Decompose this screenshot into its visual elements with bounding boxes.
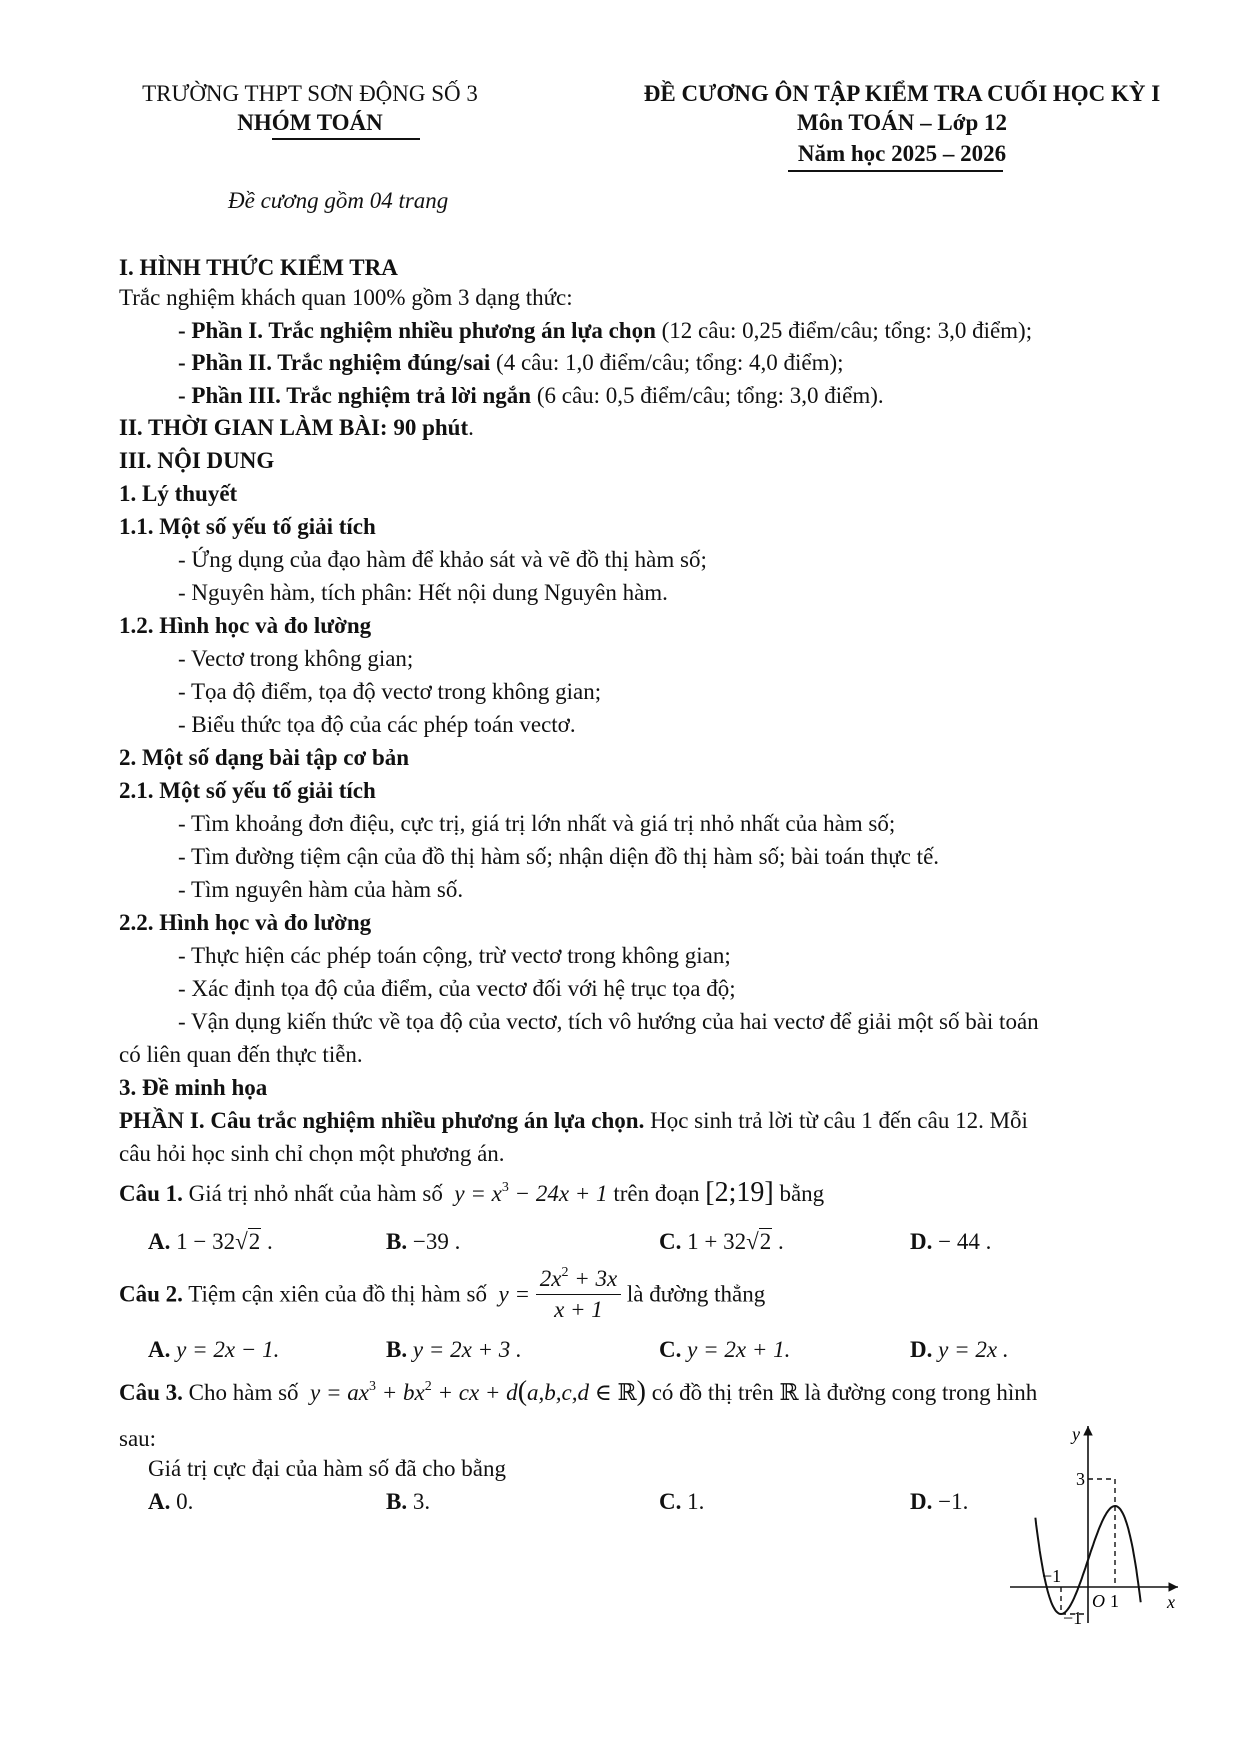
q3-option-c[interactable]: C. 1. — [659, 1489, 705, 1514]
group-underline — [272, 138, 420, 140]
list-item: - Tìm khoảng đơn điệu, cực trị, giá trị lớn nhất và giá trị nhỏ nhất của hàm số; — [178, 811, 896, 836]
group-name: NHÓM TOÁN — [237, 110, 383, 135]
q3-function: $y = ax^3 + bx^2$ + cx + d — [304, 1379, 518, 1405]
format-item: - Phần II. Trắc nghiệm đúng/sai (4 câu: 1,0 điểm/câu; tổng: 4,0 điểm); — [178, 350, 844, 375]
subsection-2-2: 2.2. Hình học và đo lường — [119, 910, 372, 935]
list-item: - Xác định tọa độ của điểm, của vectơ đối với hệ trục tọa độ; — [178, 976, 736, 1001]
subsection-2-1: 2.1. Một số yếu tố giải tích — [119, 778, 376, 803]
section-1-intro: Trắc nghiệm khách quan 100% gồm 3 dạng thức: — [119, 285, 573, 310]
list-item: - Vận dụng kiến thức về tọa độ của vectơ, tích vô hướng của hai vectơ để giải một số bài toán — [178, 1009, 1039, 1034]
format-item: - Phần III. Trắc nghiệm trả lời ngắn (6 câu: 0,5 điểm/câu; tổng: 3,0 điểm). — [178, 383, 884, 408]
section-2-heading: II. THỜI GIAN LÀM BÀI: 90 phút. — [119, 415, 474, 440]
origin-label: O — [1092, 1591, 1105, 1611]
tick-label-1: 1 — [1110, 1591, 1119, 1611]
pages-note: Đề cương gồm 04 trang — [228, 188, 449, 213]
list-item: - Tọa độ điểm, tọa độ vectơ trong không gian; — [178, 679, 602, 704]
list-item: - Biểu thức tọa độ của các phép toán vectơ. — [178, 712, 576, 737]
tick-label-3: 3 — [1076, 1469, 1085, 1489]
q1-option-c[interactable]: C. 1 + 32√2 . — [659, 1229, 784, 1254]
subsection-exercises: 2. Một số dạng bài tập cơ bản — [119, 745, 410, 770]
q2-option-c[interactable]: C. y = 2x + 1. — [659, 1337, 791, 1362]
subject-grade: Môn TOÁN – Lớp 12 — [797, 110, 1007, 135]
question-3: Câu 3. Cho hàm số $y = ax^3 + bx^2$ + cx + d(a,b,c,d ∈ ℝ) có đồ thị trên ℝ là đường cong trong hình — [119, 1376, 1038, 1407]
q1-option-d[interactable]: D. − 44 . — [910, 1229, 992, 1254]
tick-label-neg1-y: −1 — [1063, 1608, 1083, 1628]
q2-option-a[interactable]: A. y = 2x − 1. — [148, 1337, 280, 1362]
q1-option-b[interactable]: B. −39 . — [386, 1229, 461, 1254]
q3-line2: sau: — [119, 1426, 157, 1451]
list-item: - Tìm nguyên hàm của hàm số. — [178, 877, 464, 902]
document-title: ĐỀ CƯƠNG ÔN TẬP KIỂM TRA CUỐI HỌC KỲ I — [643, 81, 1161, 106]
question-1: Câu 1. Giá trị nhỏ nhất của hàm số $y = x^3 - 24x + 1$ trên đoạn [2;19] bằng — [119, 1177, 825, 1208]
q3-option-b[interactable]: B. 3. — [386, 1489, 431, 1514]
part-1-intro-line2: câu hỏi học sinh chỉ chọn một phương án. — [119, 1141, 505, 1166]
question-2: Câu 2. Tiệm cận xiên của đồ thị hàm số y = $\frac{2x^2 + 3x}{x + 1}$ là đường thẳng — [119, 1264, 765, 1325]
subsection-1-1: 1.1. Một số yếu tố giải tích — [119, 514, 376, 539]
q3-option-a[interactable]: A. 0. — [148, 1489, 194, 1514]
q2-option-b[interactable]: B. y = 2x + 3 . — [386, 1337, 522, 1362]
tick-label-neg1-x: −1 — [1042, 1566, 1062, 1586]
school-name: TRƯỜNG THPT SƠN ĐỘNG SỐ 3 — [142, 81, 478, 106]
q1-interval: [2;19] — [705, 1177, 774, 1208]
q1-option-a[interactable]: A. 1 − 32√2 . — [148, 1229, 273, 1254]
q3-question: Giá trị cực đại của hàm số đã cho bằng — [148, 1456, 506, 1481]
list-item: - Ứng dụng của đạo hàm để khảo sát và vẽ đồ thị hàm số; — [178, 547, 707, 572]
x-axis-label: x — [1167, 1592, 1175, 1612]
part-1-intro: PHẦN I. Câu trắc nghiệm nhiều phương án lựa chọn. Học sinh trả lời từ câu 1 đến câu 12. Mỗi — [119, 1108, 1028, 1133]
list-item: - Vectơ trong không gian; — [178, 646, 414, 671]
q3-option-d[interactable]: D. −1. — [910, 1489, 969, 1514]
subsection-sample-test: 3. Đề minh họa — [119, 1075, 268, 1100]
section-3-heading: III. NỘI DUNG — [119, 448, 275, 473]
section-1-heading: I. HÌNH THỨC KIỂM TRA — [119, 255, 398, 280]
list-item: - Nguyên hàm, tích phân: Hết nội dung Nguyên hàm. — [178, 580, 668, 605]
q2-fraction: $\frac{2x^2 + 3x}{x + 1}$ — [536, 1264, 621, 1325]
y-axis-label: y — [1072, 1424, 1080, 1444]
list-item-continued: có liên quan đến thực tiễn. — [119, 1042, 363, 1067]
subsection-1-2: 1.2. Hình học và đo lường — [119, 613, 372, 638]
school-year: Năm học 2025 – 2026 — [797, 141, 1007, 166]
q1-function: $y = x^3 - 24x + 1$ — [448, 1180, 608, 1206]
list-item: - Thực hiện các phép toán cộng, trừ vectơ trong không gian; — [178, 943, 731, 968]
cubic-graph — [1000, 1418, 1190, 1628]
year-underline — [788, 170, 1003, 172]
format-item: - Phần I. Trắc nghiệm nhiều phương án lựa chọn (12 câu: 0,25 điểm/câu; tổng: 3,0 điểm); — [178, 318, 1033, 343]
q2-option-d[interactable]: D. y = 2x . — [910, 1337, 1009, 1362]
list-item: - Tìm đường tiệm cận của đồ thị hàm số; nhận diện đồ thị hàm số; bài toán thực tế. — [178, 844, 940, 869]
subsection-theory: 1. Lý thuyết — [119, 481, 238, 506]
